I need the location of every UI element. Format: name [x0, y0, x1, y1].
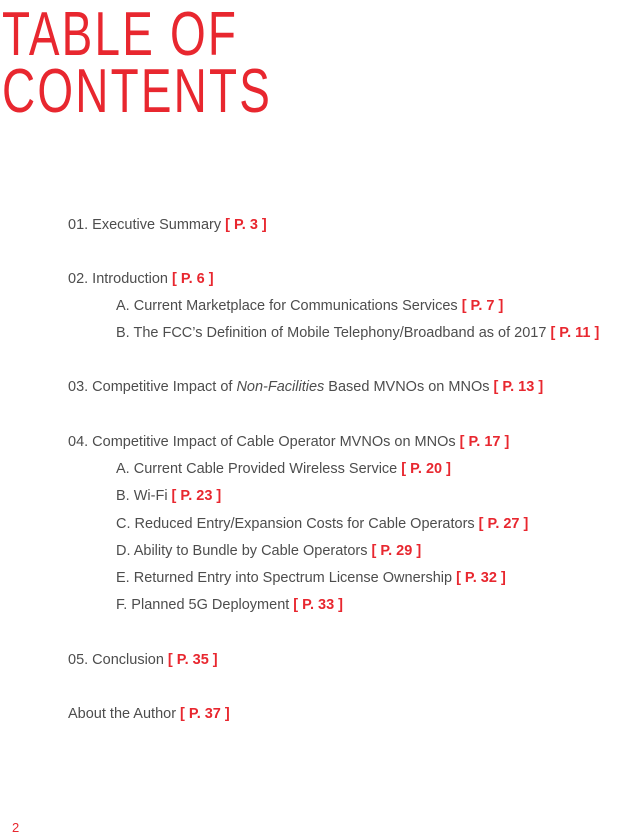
- title-line-2: CONTENTS: [2, 57, 273, 126]
- toc-page-ref: [ P. 23 ]: [171, 488, 222, 504]
- toc-entry-5g-deployment[interactable]: [116, 596, 343, 614]
- toc-entry-about-the-author[interactable]: [68, 705, 230, 723]
- toc-entry-cable-operator-mvnos[interactable]: [68, 433, 509, 451]
- toc-entry-label: About the Author: [68, 706, 177, 722]
- toc-page-ref: [ P. 11 ]: [550, 325, 600, 341]
- toc-page-ref: [ P. 37 ]: [180, 706, 230, 722]
- toc-entry-label: E. Returned Entry into Spectrum License Ownership: [116, 570, 453, 586]
- toc-entry-label: A. Current Marketplace for Communications Services: [116, 298, 458, 314]
- toc-entry-conclusion[interactable]: [68, 651, 218, 669]
- toc-page-ref: [ P. 17 ]: [459, 434, 510, 450]
- toc-entry-label: F. Planned 5G Deployment: [116, 597, 290, 613]
- toc-entry-wi-fi[interactable]: [116, 487, 221, 505]
- toc-entry-ability-to-bundle[interactable]: [116, 542, 421, 560]
- toc-entry-spectrum-license[interactable]: [116, 569, 506, 587]
- toc-page-ref: [ P. 20 ]: [401, 461, 451, 477]
- toc-entry-introduction[interactable]: [68, 270, 214, 288]
- toc-page-ref: [ P. 3 ]: [225, 217, 267, 233]
- toc-page-ref: [ P. 6 ]: [171, 271, 214, 287]
- toc-entry-label: 02. Introduction: [68, 271, 168, 287]
- toc-entry-executive-summary[interactable]: [68, 216, 267, 234]
- toc-entry-label: B. The FCC’s Definition of Mobile Telephony/Broadband as of 2017: [116, 325, 547, 341]
- toc-entry-label: A. Current Cable Provided Wireless Service: [116, 461, 398, 477]
- toc-entry-label-italic: Non-Facilities: [236, 379, 325, 395]
- toc-entry-label: 05. Conclusion: [68, 652, 164, 668]
- toc-entry-reduced-entry-costs[interactable]: [116, 515, 528, 533]
- toc-entry-label: 01. Executive Summary: [68, 217, 222, 233]
- toc-page-ref: [ P. 7 ]: [461, 298, 504, 314]
- toc-entry-label-tail: Based MVNOs on MNOs: [324, 379, 490, 395]
- toc-page-ref: [ P. 13 ]: [493, 379, 544, 395]
- toc-entry-label: D. Ability to Bundle by Cable Operators: [116, 543, 368, 559]
- toc-page-ref: [ P. 33 ]: [293, 597, 343, 613]
- title-line-1: TABLE OF: [2, 0, 239, 69]
- toc-page-ref: [ P. 35 ]: [167, 652, 218, 668]
- toc-entry-label: B. Wi-Fi: [116, 488, 168, 504]
- page-title: [2, 0, 273, 126]
- toc-page-ref: [ P. 32 ]: [456, 570, 506, 586]
- toc-entry-fcc-definition[interactable]: [116, 324, 599, 342]
- toc-entry-current-marketplace[interactable]: [116, 297, 503, 315]
- toc-page-ref: [ P. 27 ]: [478, 516, 529, 532]
- page-number: 2: [12, 820, 20, 835]
- toc-entry-non-facilities-mvnos[interactable]: [68, 378, 543, 396]
- toc-entry-label: C. Reduced Entry/Expansion Costs for Cable Operators: [116, 516, 475, 532]
- toc-entry-label: 03. Competitive Impact of: [68, 379, 237, 395]
- toc-page-ref: [ P. 29 ]: [371, 543, 422, 559]
- toc-entry-cable-wireless-service[interactable]: [116, 460, 451, 478]
- toc-entry-label: 04. Competitive Impact of Cable Operator MVNOs on MNOs: [68, 434, 456, 450]
